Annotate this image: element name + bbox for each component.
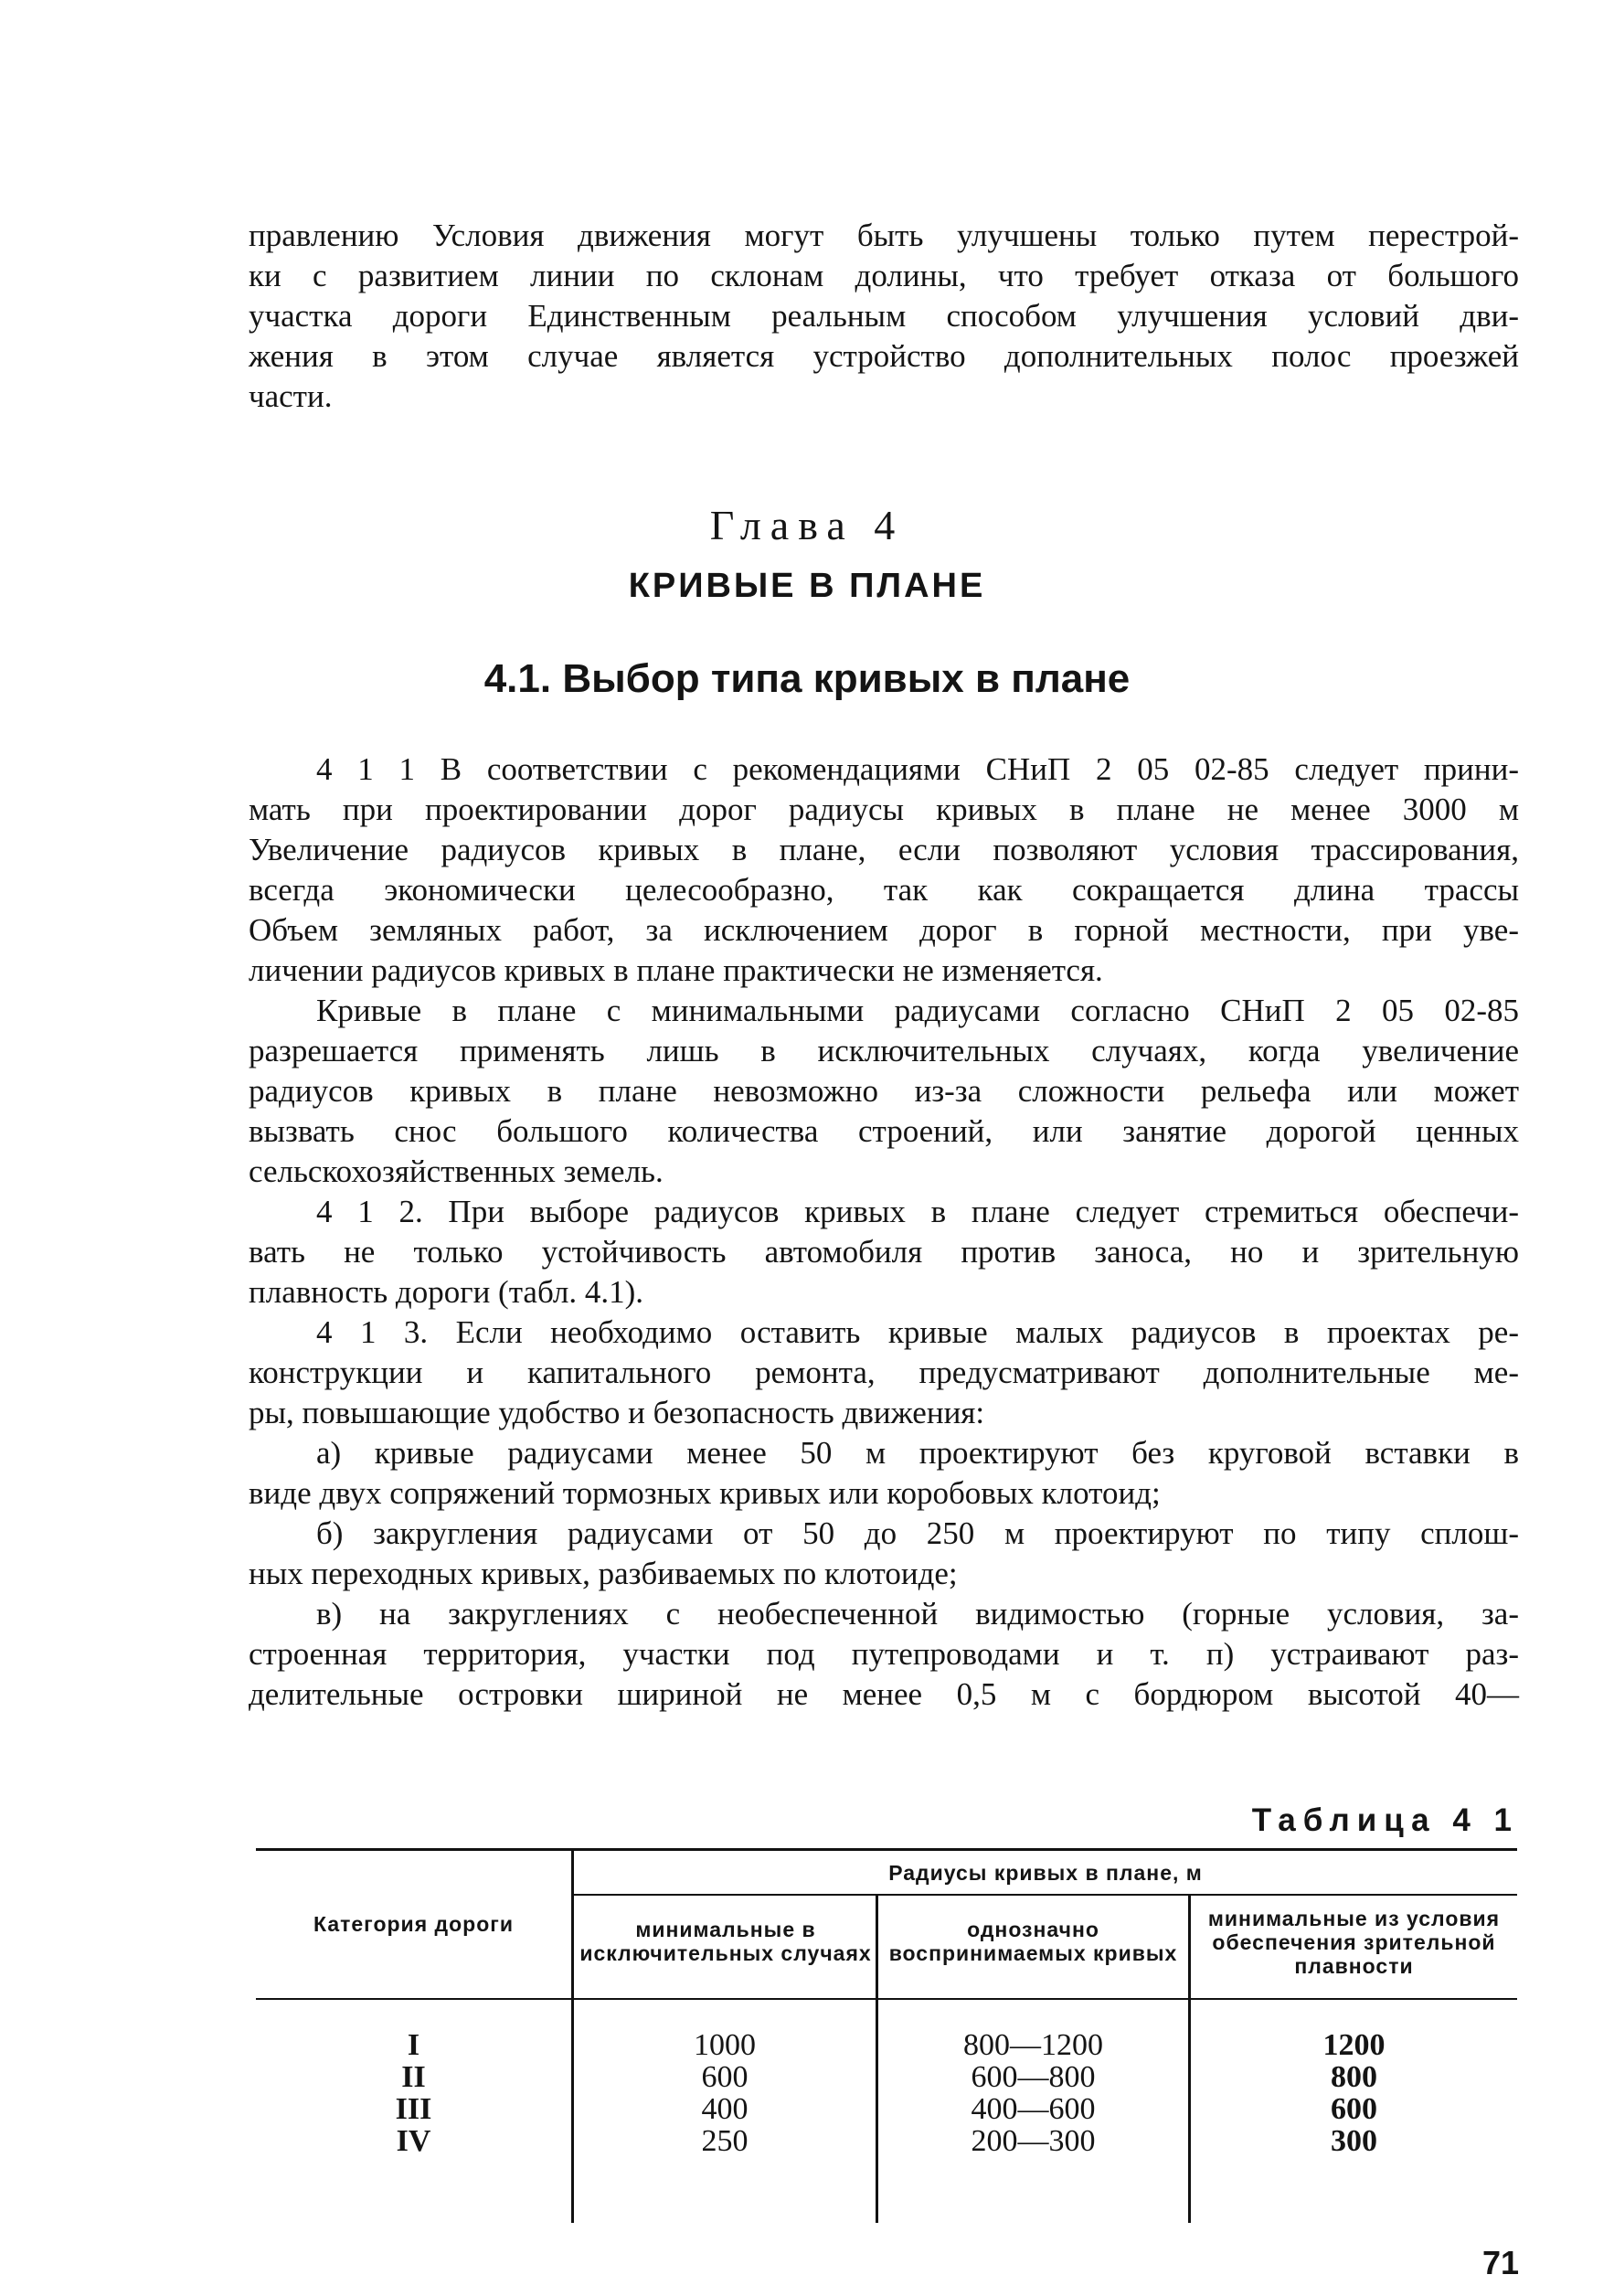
text-line: в) на закруглениях с необеспеченной видимостью (горные условия, за-	[316, 1596, 1519, 1632]
text-line: разрешается применять лишь в исключительных случаях, когда увеличение	[249, 1033, 1519, 1068]
text-line: части.	[249, 378, 333, 414]
text-line: б) закругления радиусами от 50 до 250 м проектируют по типу сплош-	[316, 1515, 1519, 1551]
table-cell: 200—300	[971, 2124, 1096, 2158]
text-line: 4 1 1 В соответствии с рекомендациями СНиП 2 05 02-85 следует прини-	[316, 751, 1519, 787]
table-cell: III	[395, 2092, 432, 2126]
text-line: правлению Условия движения могут быть улучшены только путем перестрой-	[249, 218, 1519, 253]
text-line: виде двух сопряжений тормозных кривых или коробовых клотоид;	[249, 1475, 1161, 1511]
text-line: ки с развитием линии по склонам долины, что требует отказа от большого	[249, 258, 1519, 293]
table-cell: 600	[1331, 2092, 1377, 2126]
text-line: личении радиусов кривых в плане практически не изменяется.	[249, 952, 1103, 988]
text-line: радиусов кривых в плане невозможно из-за сложности рельефа или может	[249, 1073, 1519, 1109]
text-line: сельскохозяйственных земель.	[249, 1153, 664, 1189]
header-curve-radii: Радиусы кривых в плане, м	[888, 1861, 1203, 1885]
text-line: вать не только устойчивость автомобиля против заноса, но и зрительную	[249, 1234, 1519, 1270]
text-line: ных переходных кривых, разбиваемых по клотоиде;	[249, 1556, 958, 1591]
header-col-min-exceptional: минимальные в исключительных случаях	[579, 1918, 872, 1965]
text-line: ры, повышающие удобство и безопасность движения:	[249, 1395, 985, 1430]
text-line: делительные островки шириной не менее 0,5 м с бордюром высотой 40—	[249, 1676, 1519, 1712]
header-col-visual-smoothness: минимальные из условия обеспечения зрительной плавности	[1207, 1907, 1501, 1978]
text-line: а) кривые радиусами менее 50 м проектируют без круговой вставки в	[316, 1435, 1519, 1471]
text-line: Кривые в плане с минимальными радиусами согласно СНиП 2 05 02-85	[316, 993, 1519, 1028]
text-line: строенная территория, участки под путепроводами и т. п) устраивают раз-	[249, 1636, 1519, 1672]
text-line: 4 1 2. При выборе радиусов кривых в плане следует стремиться обеспечи-	[316, 1194, 1519, 1229]
text-line: конструкции и капитального ремонта, предусматривают дополнительные ме-	[249, 1355, 1519, 1390]
header-col-unambiguous: однозначно воспринимаемых кривых	[888, 1918, 1178, 1965]
table-top-rule	[256, 1848, 1517, 1851]
chapter-label: Глава 4	[709, 502, 905, 548]
table-cell: 250	[701, 2124, 749, 2158]
table-cell: 1000	[694, 2028, 756, 2062]
text-line: мать при проектировании дорог радиусы кривых в плане не менее 3000 м	[249, 792, 1519, 827]
chapter-title: КРИВЫЕ В ПЛАНЕ	[628, 567, 986, 605]
table-cell: 400—600	[971, 2092, 1096, 2126]
table-subheader-rule	[571, 1894, 1517, 1896]
text-line: плавность дороги (табл. 4.1).	[249, 1274, 644, 1310]
table-cell: 800—1200	[963, 2028, 1103, 2062]
text-line: вызвать снос большого количества строений, или занятие дорогой ценных	[249, 1113, 1519, 1149]
table-cell: 800	[1331, 2060, 1377, 2094]
text-line: всегда экономически целесообразно, так как сокращается длина трассы	[249, 872, 1519, 908]
table-cell: 300	[1331, 2124, 1377, 2158]
table-caption: Таблица 4 1	[1251, 1802, 1519, 1838]
table-cell: II	[401, 2060, 426, 2094]
section-title: 4.1. Выбор типа кривых в плане	[483, 656, 1131, 701]
text-line: участка дороги Единственным реальным способом улучшения условий дви-	[249, 298, 1519, 334]
table-cell: 400	[701, 2092, 749, 2126]
section-body	[249, 749, 1519, 1715]
text-line: жения в этом случае является устройство дополнительных полос проезжей	[249, 338, 1519, 374]
table-header-rule	[256, 1998, 1517, 2000]
page-number: 71	[1481, 2244, 1519, 2281]
table-cell: 600—800	[971, 2060, 1096, 2094]
text-line: Объем земляных работ, за исключением дорог в горной местности, при уве-	[249, 912, 1519, 948]
text-line: Увеличение радиусов кривых в плане, если позволяют условия трассирования,	[249, 832, 1519, 867]
table-cell: IV	[396, 2124, 431, 2158]
table-cell: I	[407, 2028, 420, 2062]
radius-table	[256, 1848, 1517, 2223]
text-line: 4 1 3. Если необходимо оставить кривые малых радиусов в проектах ре-	[316, 1314, 1519, 1350]
header-road-category: Категория дороги	[313, 1912, 514, 1936]
table-cell: 1200	[1322, 2028, 1386, 2062]
intro-paragraph	[249, 216, 1519, 417]
table-cell: 600	[701, 2060, 749, 2094]
